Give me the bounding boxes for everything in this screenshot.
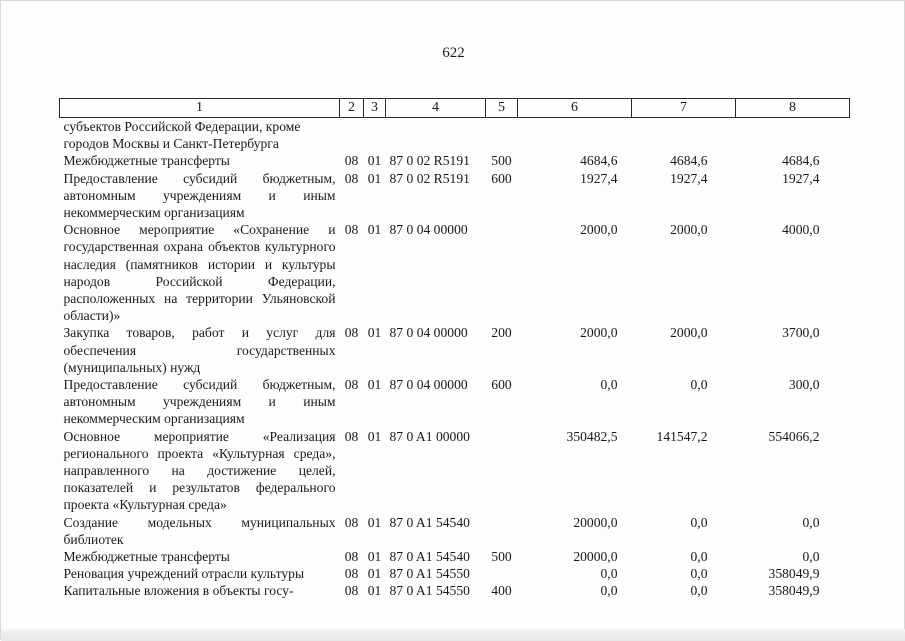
column-header-amount-year-3: 8 bbox=[736, 99, 850, 118]
row-name-cell: Капитальные вложения в объекты госу- bbox=[63, 583, 294, 599]
table-row bbox=[60, 152, 850, 169]
row-amount-year-1-cell: 1927,4 bbox=[580, 170, 618, 186]
row-amount-year-2-cell: 1927,4 bbox=[670, 170, 708, 186]
row-section-cell: 08 bbox=[344, 377, 359, 393]
column-header-section: 2 bbox=[340, 99, 364, 118]
row-name-cell: Основное мероприятие «Реализация регионального проекта «Культурная среда», направленного на достижение целей, показателей и результатов федерального проекта «Культурная среда» bbox=[63, 428, 336, 513]
row-target-code-cell: 87 0 04 00000 bbox=[389, 325, 468, 341]
row-target-code-cell: 87 0 02 R5191 bbox=[389, 153, 470, 169]
row-expense-type-cell: 600 bbox=[491, 377, 512, 393]
row-subsection-cell: 01 bbox=[367, 170, 382, 186]
row-name-cell: Предоставление субсидий бюджетным, автономным учреждениям и иным некоммерческим организациям bbox=[63, 170, 336, 221]
row-section-cell: 08 bbox=[344, 514, 359, 530]
row-subsection-cell: 01 bbox=[367, 549, 382, 565]
row-amount-year-1-cell: 0,0 bbox=[600, 583, 618, 599]
row-amount-year-1-cell bbox=[518, 118, 632, 153]
table-row bbox=[60, 170, 850, 222]
page-bottom-edge bbox=[1, 629, 905, 641]
row-amount-year-1-cell: 0,0 bbox=[600, 566, 618, 582]
row-target-code-cell: 87 0 02 R5191 bbox=[389, 170, 470, 186]
row-amount-year-2-cell: 4684,6 bbox=[670, 153, 708, 169]
row-subsection-cell: 01 bbox=[367, 583, 382, 599]
row-section-cell: 08 bbox=[344, 583, 359, 599]
row-target-code-cell: 87 0 A1 54550 bbox=[389, 566, 470, 582]
row-target-code-cell: 87 0 A1 54540 bbox=[389, 514, 470, 530]
row-expense-type-cell: 500 bbox=[491, 549, 512, 565]
row-subsection-cell: 01 bbox=[367, 153, 382, 169]
row-amount-year-1-cell: 20000,0 bbox=[573, 549, 618, 565]
row-amount-year-3-cell: 4000,0 bbox=[782, 222, 820, 238]
row-section-cell: 08 bbox=[344, 325, 359, 341]
row-amount-year-3-cell: 554066,2 bbox=[768, 428, 820, 444]
column-header-amount-year-1: 6 bbox=[518, 99, 632, 118]
row-section-cell: 08 bbox=[344, 428, 359, 444]
row-section-cell: 08 bbox=[344, 170, 359, 186]
row-amount-year-2-cell: 0,0 bbox=[690, 377, 708, 393]
table-row bbox=[60, 118, 850, 153]
row-section-cell bbox=[340, 118, 364, 153]
row-name-cell: Реновация учреждений отрасли культуры bbox=[63, 566, 305, 582]
row-subsection-cell: 01 bbox=[367, 514, 382, 530]
column-header-amount-year-2: 7 bbox=[632, 99, 736, 118]
row-expense-type-cell bbox=[486, 428, 518, 514]
row-amount-year-2-cell: 141547,2 bbox=[656, 428, 708, 444]
row-expense-type-cell bbox=[486, 565, 518, 582]
row-expense-type-cell bbox=[486, 118, 518, 153]
row-name-cell: Межбюджетные трансферты bbox=[63, 549, 230, 565]
table-row bbox=[60, 221, 850, 324]
row-amount-year-1-cell: 2000,0 bbox=[580, 222, 618, 238]
row-amount-year-3-cell: 4684,6 bbox=[782, 153, 820, 169]
row-name-cell: Межбюджетные трансферты bbox=[63, 153, 230, 169]
row-expense-type-cell bbox=[486, 514, 518, 548]
row-amount-year-1-cell: 350482,5 bbox=[566, 428, 618, 444]
row-target-code-cell: 87 0 A1 00000 bbox=[389, 428, 470, 444]
table-row bbox=[60, 514, 850, 548]
row-amount-year-2-cell: 0,0 bbox=[690, 514, 708, 530]
column-header-name: 1 bbox=[60, 99, 340, 118]
table-row bbox=[60, 548, 850, 565]
row-target-code-cell bbox=[386, 118, 486, 153]
row-target-code-cell: 87 0 04 00000 bbox=[389, 377, 468, 393]
row-subsection-cell bbox=[364, 118, 386, 153]
row-amount-year-1-cell: 2000,0 bbox=[580, 325, 618, 341]
row-amount-year-3-cell bbox=[736, 118, 850, 153]
row-name-cell: Закупка товаров, работ и услуг для обеспечения государственных (муниципальных) нужд bbox=[63, 325, 336, 375]
row-target-code-cell: 87 0 A1 54550 bbox=[389, 583, 470, 599]
row-subsection-cell: 01 bbox=[367, 377, 382, 393]
row-amount-year-3-cell: 0,0 bbox=[802, 549, 820, 565]
page-number: 622 bbox=[442, 45, 465, 61]
column-header-expense-type: 5 bbox=[486, 99, 518, 118]
row-expense-type-cell: 600 bbox=[491, 170, 512, 186]
row-subsection-cell: 01 bbox=[367, 222, 382, 238]
row-section-cell: 08 bbox=[344, 153, 359, 169]
row-amount-year-1-cell: 20000,0 bbox=[573, 514, 618, 530]
row-amount-year-3-cell: 300,0 bbox=[788, 377, 820, 393]
row-amount-year-1-cell: 4684,6 bbox=[580, 153, 618, 169]
row-name-cell: Основное мероприятие «Сохранение и государственная охрана объектов культурного наследия (памятников истории и культуры народов Российской Федерации, расположенных на территории Ульяновской области)» bbox=[63, 222, 336, 324]
table-row bbox=[60, 565, 850, 582]
table-row bbox=[60, 324, 850, 376]
row-name-cell: Создание модельных муниципальных библиотек bbox=[63, 514, 336, 547]
column-header-subsection: 3 bbox=[364, 99, 386, 118]
row-amount-year-3-cell: 3700,0 bbox=[782, 325, 820, 341]
row-target-code-cell: 87 0 A1 54540 bbox=[389, 549, 470, 565]
row-target-code-cell: 87 0 04 00000 bbox=[389, 222, 468, 238]
row-amount-year-3-cell: 358049,9 bbox=[768, 566, 820, 582]
row-amount-year-2-cell: 2000,0 bbox=[670, 222, 708, 238]
table-row bbox=[60, 582, 850, 599]
row-subsection-cell: 01 bbox=[367, 325, 382, 341]
table-header-row bbox=[60, 99, 850, 118]
row-expense-type-cell: 400 bbox=[491, 583, 512, 599]
row-amount-year-3-cell: 0,0 bbox=[802, 514, 820, 530]
row-amount-year-2-cell: 2000,0 bbox=[670, 325, 708, 341]
row-amount-year-2-cell bbox=[632, 118, 736, 153]
row-amount-year-3-cell: 358049,9 bbox=[768, 583, 820, 599]
row-name-cell: Предоставление субсидий бюджетным, автономным учреждениям и иным некоммерческим организациям bbox=[63, 377, 336, 427]
row-amount-year-2-cell: 0,0 bbox=[690, 549, 708, 565]
row-expense-type-cell: 500 bbox=[491, 153, 512, 169]
row-amount-year-2-cell: 0,0 bbox=[690, 566, 708, 582]
row-subsection-cell: 01 bbox=[367, 566, 382, 582]
row-section-cell: 08 bbox=[344, 566, 359, 582]
row-expense-type-cell bbox=[486, 221, 518, 324]
row-name-cell: субъектов Российской Федерации, кроме городов Москвы и Санкт-Петербурга bbox=[63, 119, 301, 152]
table-row bbox=[60, 428, 850, 514]
row-subsection-cell: 01 bbox=[367, 428, 382, 444]
row-amount-year-1-cell: 0,0 bbox=[600, 377, 618, 393]
row-expense-type-cell: 200 bbox=[491, 325, 512, 341]
row-section-cell: 08 bbox=[344, 222, 359, 238]
row-amount-year-3-cell: 1927,4 bbox=[782, 170, 820, 186]
column-header-target-code: 4 bbox=[386, 99, 486, 118]
row-amount-year-2-cell: 0,0 bbox=[690, 583, 708, 599]
budget-table bbox=[59, 98, 850, 600]
row-section-cell: 08 bbox=[344, 549, 359, 565]
table-row bbox=[60, 376, 850, 428]
